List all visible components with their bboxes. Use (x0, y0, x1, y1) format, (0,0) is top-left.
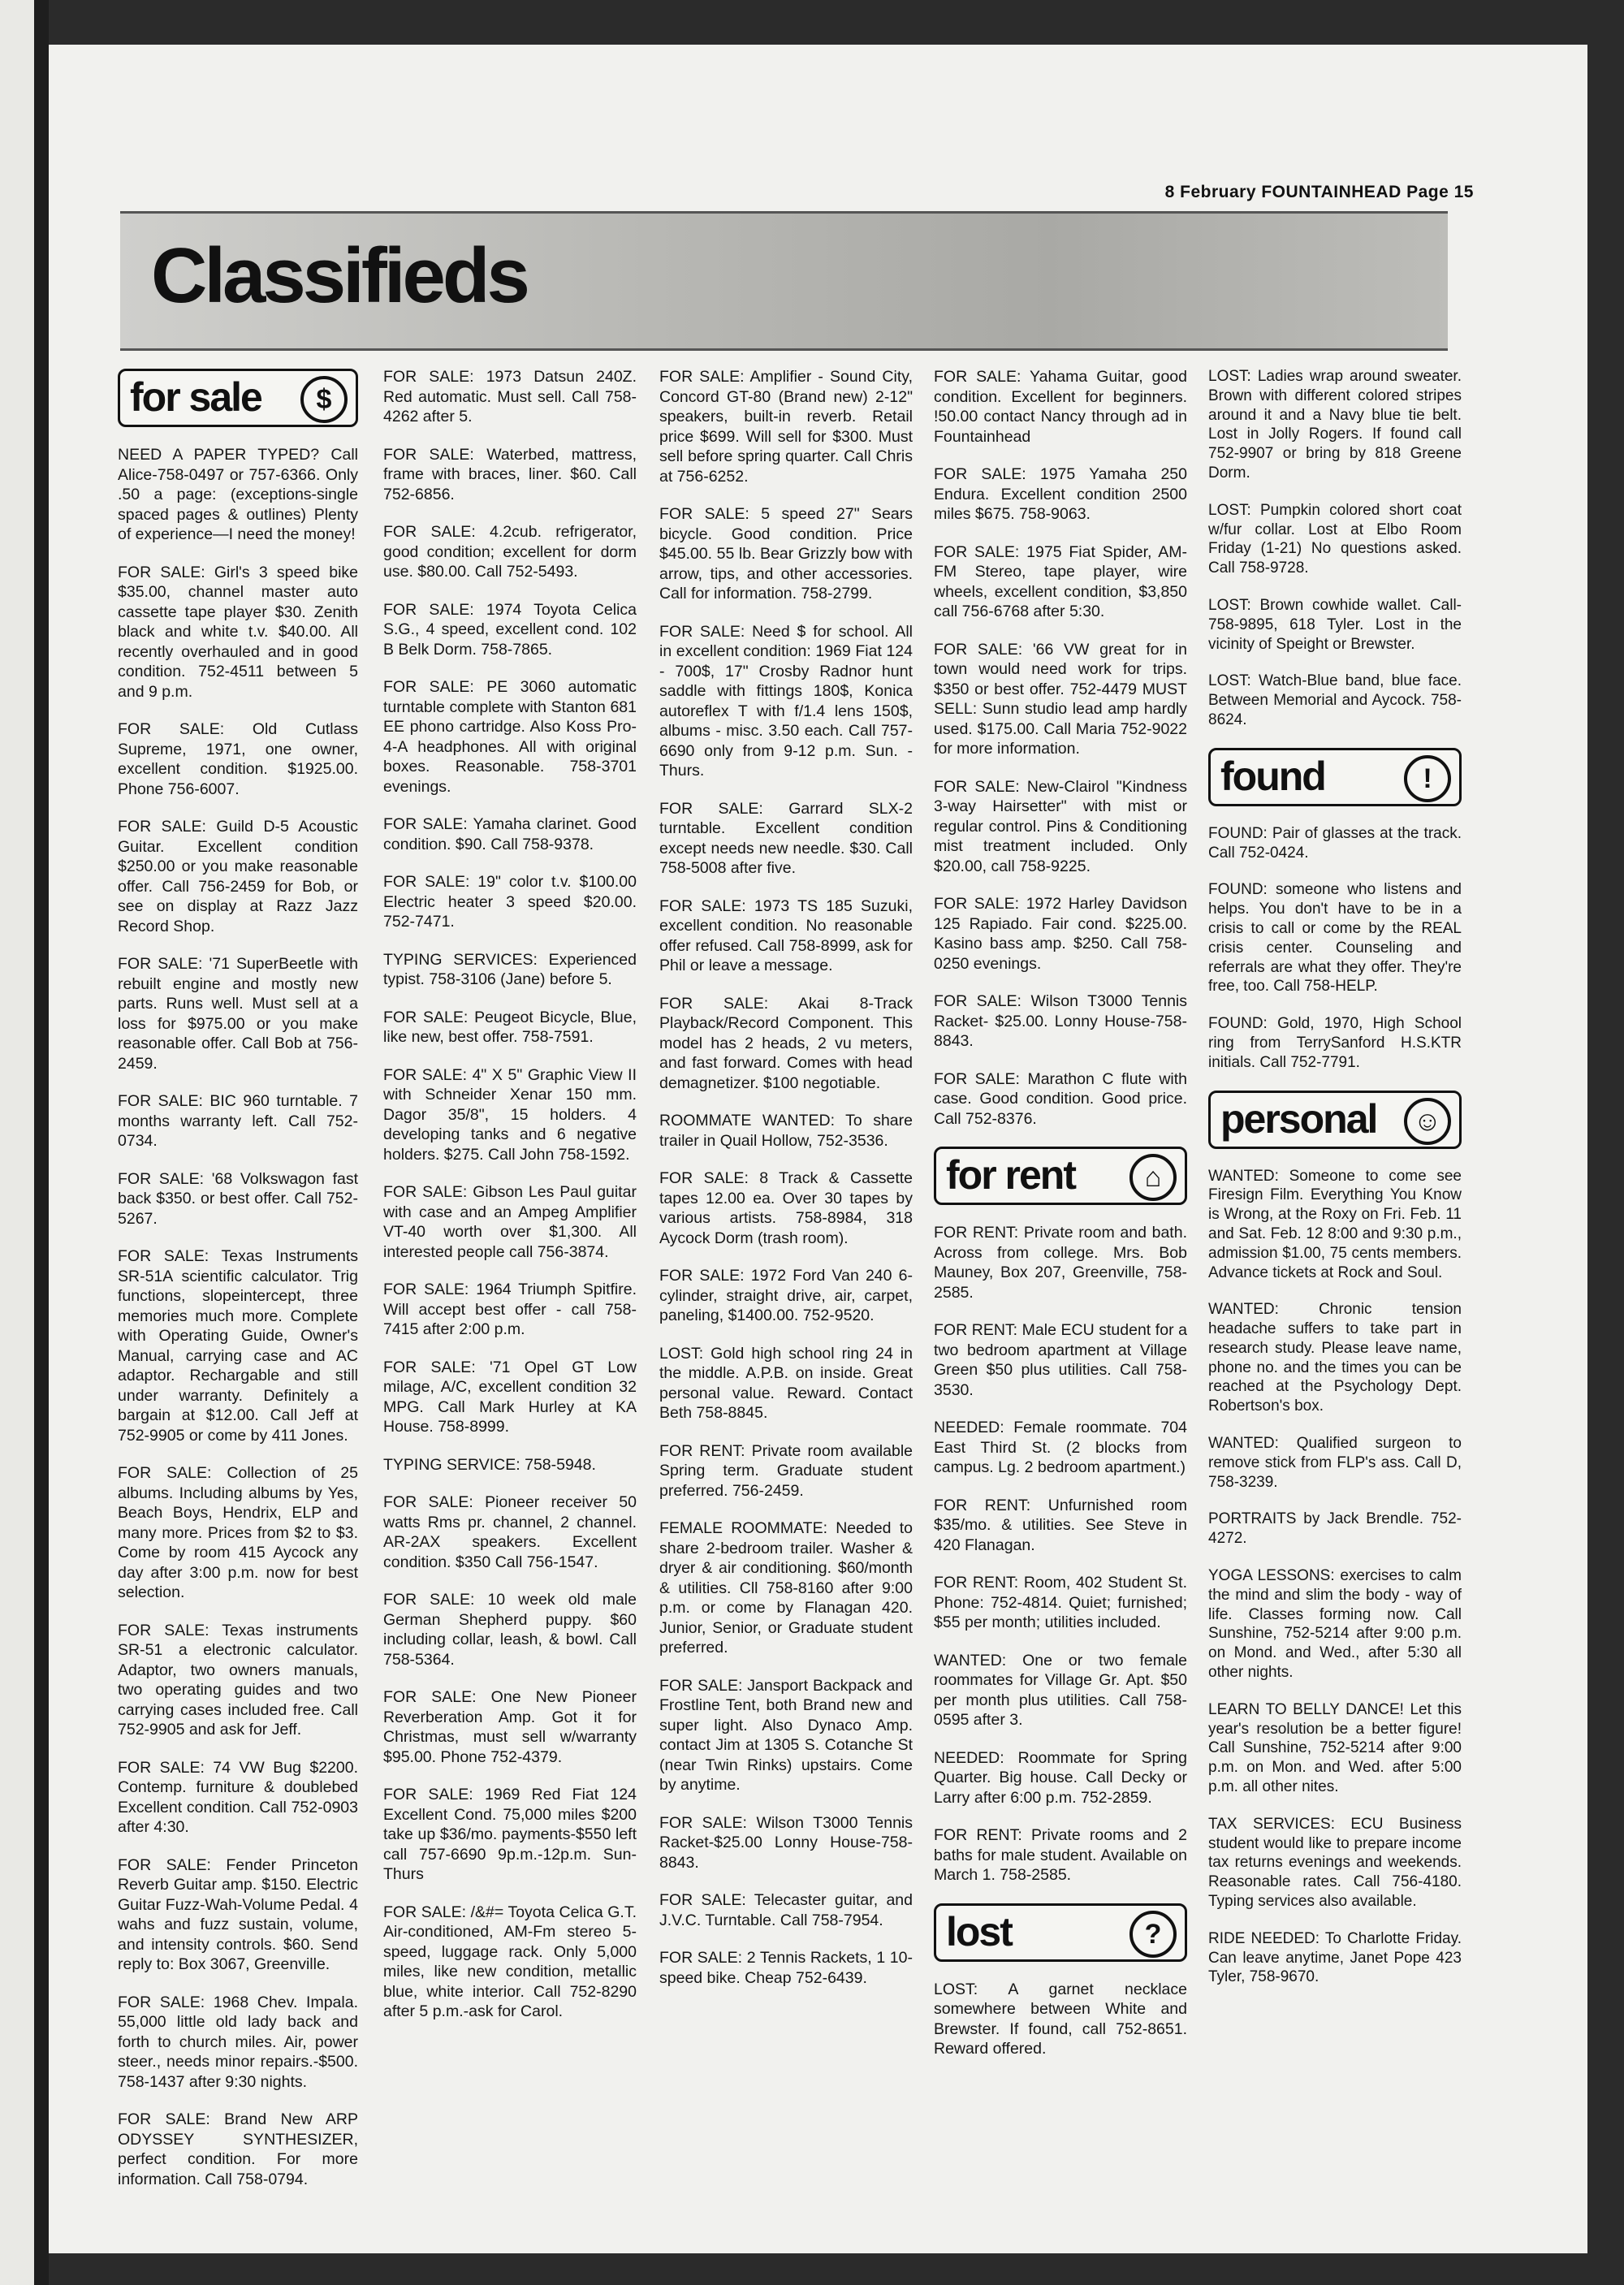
classified-ad: FOR SALE: Marathon C flute with case. Good condition. Good price. Call 752-8376. (934, 1069, 1187, 1128)
classified-ad: FOR SALE: Wilson T3000 Tennis Racket-$25.00 Lonny House-758-8843. (659, 1813, 913, 1872)
classified-ad: FOR SALE: New-Clairol "Kindness 3-way Hairsetter" with mist or regular control. Pins & Conditioning mist treatment included. Only $20.00, call 758-9225. (934, 777, 1187, 875)
classified-ad: TYPING SERVICE: 758-5948. (383, 1455, 596, 1474)
question-icon: ? (1129, 1911, 1177, 1958)
column-3 (659, 367, 913, 2006)
classified-ad: FOR SALE: 1972 Ford Van 240 6-cylinder, straight drive, air, carpet, paneling, $1400.00. 752-9520. (659, 1267, 913, 1324)
classified-ad: FOR SALE: 1969 Red Fiat 124 Excellent Cond. 75,000 miles $200 take up $36/mo. payments-$550 left call 757-6690 9p.m.-12p.m. Sun-Thurs (383, 1786, 637, 1883)
classified-ad: FOR SALE: Girl's 3 speed bike $35.00, channel master auto cassette tape player $30. Zenith black and white t.v. $40.00. All recently overhauled and in good condition. 752-4511 between 5 and 9 p.m. (118, 563, 358, 701)
section-found (1208, 748, 1462, 806)
classified-ad: FOR SALE: Old Cutlass Supreme, 1971, one owner, excellent condition. $1925.00. Phone 756-6007. (118, 720, 358, 798)
classified-ad: FOR SALE: Collection of 25 albums. Including albums by Yes, Beach Boys, Hendrix, ELP and many more. Prices from $2 to $3. Come by room 415 Aycock any day after 3:00 p.m. now for best selection. (118, 1464, 358, 1601)
classified-ad: FOR SALE: Akai 8-Track Playback/Record Component. This model has 2 heads, 2 vu meters, and fast forward. Comes with head demagnetizer. $100 negotiable. (659, 994, 913, 1092)
column-2 (383, 367, 637, 2040)
classified-ad: LOST: Ladies wrap around sweater. Brown with different colored stripes around it and a Navy blue tie belt. Lost in Jolly Rogers. If found call 752-9907 or bring by 818 Greene Dorm. (1208, 368, 1462, 482)
classified-ad: FOR SALE: 1968 Chev. Impala. 55,000 little old lady back and forth to church miles. Air, power steer., needs minor repairs.-$500. 758-1437 after 9:30 nights. (118, 1993, 358, 2091)
classified-ad: FOR RENT: Private rooms and 2 baths for male student. Available on March 1. 758-2585. (934, 1826, 1187, 1884)
classified-ad: FOR SALE: 2 Tennis Rackets, 1 10-speed bike. Cheap 752-6439. (659, 1949, 913, 1987)
classified-ad: FOR SALE: Garrard SLX-2 turntable. Excellent condition except needs new needle. $30. Call 758-5008 after five. (659, 799, 913, 877)
section-for-rent (934, 1147, 1187, 1205)
classified-ad: FOR SALE: 74 VW Bug $2200. Contemp. furniture & doublebed Excellent condition. Call 752-0903 after 4:30. (118, 1758, 358, 1836)
classified-ad: FOR SALE: /&#= Toyota Celica G.T. Air-conditioned, AM-Fm stereo 5-speed, luggage rack. Only 5,000 miles, like new condition, metallic blue, white interior. Call 752-8290 after 5 p.m.-ask for Carol. (383, 1903, 637, 2020)
classified-ad: RIDE NEEDED: To Charlotte Friday. Can leave anytime, Janet Pope 423 Tyler, 758-9670. (1208, 1929, 1462, 1986)
section-personal (1208, 1091, 1462, 1149)
classified-ad: FOR SALE: 1973 Datsun 240Z. Red automatic. Must sell. Call 758-4262 after 5. (383, 368, 637, 425)
classified-ad: FOR SALE: Jansport Backpack and Frostline Tent, both Brand new and super light. Also Dynaco Amp. contact Jim at 1305 S. Cotanche St (near Twin Rinks) upstairs. Come by anytime. (659, 1676, 913, 1794)
classified-ad: FOR SALE: '66 VW great for in town would need work for trips. $350 or best offer. 752-4479 MUST SELL: Sunn studio lead amp hardly used. $175.00. Call Maria 752-9022 for more information. (934, 640, 1187, 758)
classified-ad: FOR SALE: Fender Princeton Reverb Guitar amp. $150. Electric Guitar Fuzz-Wah-Volume Pedal. 4 wahs and fuzz sustain, volume, and intensity controls. $60. Send reply to: Box 3067, Greenville. (118, 1855, 358, 1973)
classified-ad: FOR SALE: 1973 TS 185 Suzuki, excellent condition. No reasonable offer refused. Call 758-8999, ask for Phil or leave a message. (659, 896, 913, 974)
classified-ad: PORTRAITS by Jack Brendle. 752-4272. (1208, 1510, 1462, 1548)
house-icon: ⌂ (1129, 1154, 1177, 1201)
classified-ad: NEEDED: Roommate for Spring Quarter. Big house. Call Decky or Larry after 6:00 p.m. 752-2859. (934, 1748, 1187, 1807)
dollar-icon: $ (300, 376, 348, 423)
classified-ad: FOR SALE: 4" X 5" Graphic View II with Schneider Xenar 150 mm. Dagor 35/8", 15 holders. 4 developing tanks and 6 negative holders. $275. Call John 758-1592. (383, 1065, 637, 1164)
classified-ad: FOR SALE: Texas instruments SR-51 a electronic calculator. Adaptor, two owners manuals, two operating guides and two carrying cases included free. Call 752-9905 and ask for Jeff. (118, 1621, 358, 1739)
classified-ad: FOR SALE: One New Pioneer Reverberation Amp. Got it for Christmas, must sell w/warranty $95.00. Phone 752-4379. (383, 1688, 637, 1766)
classified-ad: FOR SALE: 1975 Yamaha 250 Endura. Excellent condition 2500 miles $675. 758-9063. (934, 465, 1187, 523)
section-label: for rent (946, 1152, 1075, 1198)
classified-ad: FOR SALE: Yamaha clarinet. Good condition. $90. Call 758-9378. (383, 815, 637, 853)
classified-ad: LEARN TO BELLY DANCE! Let this year's resolution be a better figure! Call Sunshine, 752-5214 after 9:00 p.m. on Mon. and Wed. after 5:00 p.m. all other nites. (1208, 1700, 1462, 1796)
classified-ad: WANTED: Chronic tension headache suffers to take part in research study. Please leave name, phone no. and the times you can be reached at the Psychology Dept. Robertson's box. (1208, 1301, 1462, 1415)
classified-ad: WANTED: Qualified surgeon to remove stick from FLP's ass. Call D, 758-3239. (1208, 1435, 1462, 1491)
classified-ad: FOR SALE: '68 Volkswagon fast back $350. or best offer. Call 752-5267. (118, 1169, 358, 1228)
classified-ad: WANTED: One or two female roommates for Village Gr. Apt. $50 per month plus utilities. Call 758-0595 after 3. (934, 1651, 1187, 1729)
classified-ad: FOR SALE: 1964 Triumph Spitfire. Will accept best offer - call 758-7415 after 2:00 p.m. (383, 1281, 637, 1338)
classified-ad: LOST: Brown cowhide wallet. Call-758-9895, 618 Tyler. Lost in the vicinity of Speight or Brewster. (1208, 596, 1462, 653)
classified-ad: FOR RENT: Unfurnished room $35/mo. & utilities. See Steve in 420 Flanagan. (934, 1496, 1187, 1554)
page-header: 8 February FOUNTAINHEAD Page 15 (1164, 183, 1474, 201)
classified-ad: FOUND: Gold, 1970, High School ring from TerrySanford H.S.KTR initials. Call 752-7791. (1208, 1015, 1462, 1071)
banner-title: Classifieds (151, 232, 527, 319)
section-label: lost (946, 1908, 1012, 1955)
classified-ad: NEEDED: Female roommate. 704 East Third St. (2 blocks from campus. Lg. 2 bedroom apartment.) (934, 1419, 1187, 1476)
section-label: for sale (130, 374, 261, 420)
classified-ad: FOUND: someone who listens and helps. You don't have to be in a crisis to call or come by the REAL crisis center. Counseling and referrals are what they offer. They're free, too. Call 758-HELP. (1208, 881, 1462, 996)
classified-ad: NEED A PAPER TYPED? Call Alice-758-0497 or 757-6366. Only .50 a page: (exceptions-single spaced pages & outlines) Plenty of experience—I need the money! (118, 446, 358, 543)
classified-ad: LOST: Pumpkin colored short coat w/fur collar. Lost at Elbo Room Friday (1-21) No questions asked. Call 758-9728. (1208, 501, 1462, 577)
classified-ad: FOR SALE: 1974 Toyota Celica S.G., 4 speed, excellent cond. 102 B Belk Dorm. 758-7865. (383, 600, 637, 659)
classified-ad: FOR RENT: Private room and bath. Across from college. Mrs. Bob Mauney, Box 207, Greenville, 758-2585. (934, 1224, 1187, 1302)
classified-ad: FOR SALE: BIC 960 turntable. 7 months warranty left. Call 752-0734. (118, 1092, 358, 1150)
classified-ad: FOR SALE: 4.2cub. refrigerator, good condition; excellent for dorm use. $80.00. Call 752-5493. (383, 523, 637, 581)
section-lost (934, 1903, 1187, 1962)
section-for-sale (118, 369, 358, 427)
classified-ad: FOR SALE: Need $ for school. All in excellent condition: 1969 Fiat 124 - 700$, 17" Crosby Radnor hunt saddle with fittings 180$, Konica autoreflex T with f/1.4 lens 150$, albums - misc. 3.50 each. Call 757-6690 only from 9-12 p.m. Sun. - Thurs. (659, 622, 913, 780)
classified-ad: FOR SALE: 10 week old male German Shepherd puppy. $60 including collar, leash, & bowl. Call 758-5364. (383, 1591, 637, 1669)
classified-ad: FOR SALE: 5 speed 27" Sears bicycle. Good condition. Price $45.00. 55 lb. Bear Grizzly bow with arrow, tips, and other accessories. Call for information. 758-2799. (659, 505, 913, 603)
classified-ad: FOR SALE: Gibson Les Paul guitar with case and an Ampeg Amplifier VT-40 worth over $1,300. All interested people call 756-3874. (383, 1183, 637, 1261)
classified-ad: WANTED: Someone to come see Firesign Film. Everything You Know is Wrong, at the Roxy on Fri. Feb. 11 and Sat. Feb. 12 8:00 and 9:30 p.m., admission $1.00, 75 cents members. Advance tickets at Rock and Soul. (1208, 1167, 1462, 1281)
column-4 (934, 367, 1187, 2077)
classified-ad: FOR SALE: Amplifier - Sound City, Concord GT-80 (Brand new) 2-12" speakers, built-in reverb. Retail price $699. Will sell for $300. Must sell before spring quarter. Call Chris at 756-6252. (659, 368, 913, 486)
classified-ad: FOR SALE: 1975 Fiat Spider, AM-FM Stereo, tape player, wire wheels, excellent condition, $3,850 call 756-6768 after 5:30. (934, 542, 1187, 620)
classified-ad: FOR SALE: 8 Track & Cassette tapes 12.00 ea. Over 30 tapes by various artists. 758-8984, 318 Aycock Dorm (trash room). (659, 1169, 913, 1247)
section-label: personal (1220, 1095, 1377, 1142)
classified-ad: FOR SALE: Waterbed, mattress, frame with braces, liner. $60. Call 752-6856. (383, 445, 637, 503)
classified-ad: FOR SALE: '71 SuperBeetle with rebuilt engine and mostly new parts. Runs well. Must sell at a loss for $975.00 or you make reasonable offer. Call Bob at 756-2459. (118, 955, 358, 1073)
classified-ad: FOR SALE: Texas Instruments SR-51A scientific calculator. Trig functions, slopeintercept, three memories much more. Complete with Operating Guide, Owner's Manual, carrying case and AC adaptor. Rechargable and still under warranty. Definitely a bargain at $12.00. Call Jeff at 752-9905 or come by 411 Jones. (118, 1247, 358, 1445)
classified-ad: LOST: Gold high school ring 24 in the middle. A.P.B. on inside. Great personal value. Reward. Contact Beth 758-8845. (659, 1344, 913, 1422)
classified-ad: FOR SALE: Guild D-5 Acoustic Guitar. Excellent condition $250.00 or you make reasonable offer. Call 756-2459 for Bob, or see on display at Razz Jazz Record Shop. (118, 818, 358, 935)
classified-ad: FEMALE ROOMMATE: Needed to share 2-bedroom trailer. Washer & dryer & air conditioning. $60/month & utilities. Cll 758-8160 after 9:00 p.m. or come by Flanagan 420. Junior, Senior, or Graduate student preferred. (659, 1519, 913, 1657)
classified-ad: FOR SALE: Telecaster guitar, and J.V.C. Turntable. Call 758-7954. (659, 1891, 913, 1929)
page-gutter-shadow (34, 0, 49, 2285)
classified-ad: TYPING SERVICES: Experienced typist. 758-3106 (Jane) before 5. (383, 950, 637, 988)
person-icon: ☺ (1404, 1098, 1451, 1145)
classified-ad: FOR SALE: '71 Opel GT Low milage, A/C, excellent condition 32 MPG. Call Mark Hurley at KA House. 758-8999. (383, 1358, 637, 1436)
classified-ad: FOR SALE: Yahama Guitar, good condition. Excellent for beginners. !50.00 contact Nancy through ad in Fountainhead (934, 368, 1187, 446)
classified-ad: FOR SALE: Brand New ARP ODYSSEY SYNTHESIZER, perfect condition. For more information. Call 758-0794. (118, 2110, 358, 2188)
classified-ad: FOR SALE: 19" color t.v. $100.00 Electric heater 3 speed $20.00. 752-7471. (383, 873, 637, 931)
classified-ad: FOR SALE: PE 3060 automatic turntable complete with Stanton 681 EE phono cartridge. Also Koss Pro-4-A headphones. All with original boxes. Reasonable. 758-3701 evenings. (383, 678, 637, 796)
classified-ad: FOR SALE: 1972 Harley Davidson 125 Rapiado. Fair cond. $225.00. Kasino bass amp. $250. Call 758-0250 evenings. (934, 895, 1187, 973)
adjacent-page-edge (0, 0, 34, 2285)
exclamation-icon: ! (1404, 755, 1451, 802)
classified-ad: LOST: A garnet necklace somewhere between White and Brewster. If found, call 752-8651. Reward offered. (934, 1980, 1187, 2058)
classified-ad: FOR SALE: Pioneer receiver 50 watts Rms pr. channel, 2 channel. AR-2AX speakers. Excellent condition. $350 Call 756-1547. (383, 1493, 637, 1571)
classified-ad: FOR SALE: Peugeot Bicycle, Blue, like new, best offer. 758-7591. (383, 1008, 637, 1046)
classified-ad: TAX SERVICES: ECU Business student would like to prepare income tax returns evenings and weekends. Reasonable rates. Call 756-4180. Typing services also available. (1208, 1815, 1462, 1911)
classified-ad: FOR RENT: Private room available Spring term. Graduate student preferred. 756-2459. (659, 1441, 913, 1500)
classified-ad: FOR RENT: Room, 402 Student St. Phone: 752-4814. Quiet; furnished; $55 per month; utilities included. (934, 1574, 1187, 1631)
classified-ad: YOGA LESSONS: exercises to calm the mind and slim the body - way of life. Classes forming now. Call Sunshine, 752-5214 after 9:00 p.m. on Mond. and Wed., after 5:30 all other nights. (1208, 1567, 1462, 1682)
column-1 (118, 367, 358, 2207)
classified-ad: LOST: Watch-Blue band, blue face. Between Memorial and Aycock. 758-8624. (1208, 672, 1462, 728)
column-5 (1208, 367, 1462, 2005)
classified-ad: FOR SALE: Wilson T3000 Tennis Racket- $25.00. Lonny House-758-8843. (934, 992, 1187, 1050)
classified-ad: ROOMMATE WANTED: To share trailer in Quail Hollow, 752-3536. (659, 1112, 913, 1150)
section-label: found (1220, 753, 1325, 799)
classifieds-banner (120, 211, 1448, 351)
classified-ad: FOR RENT: Male ECU student for a two bedroom apartment at Village Green $50 plus utilities. Call 758-3530. (934, 1321, 1187, 1399)
classified-ad: FOUND: Pair of glasses at the track. Call 752-0424. (1208, 824, 1462, 862)
